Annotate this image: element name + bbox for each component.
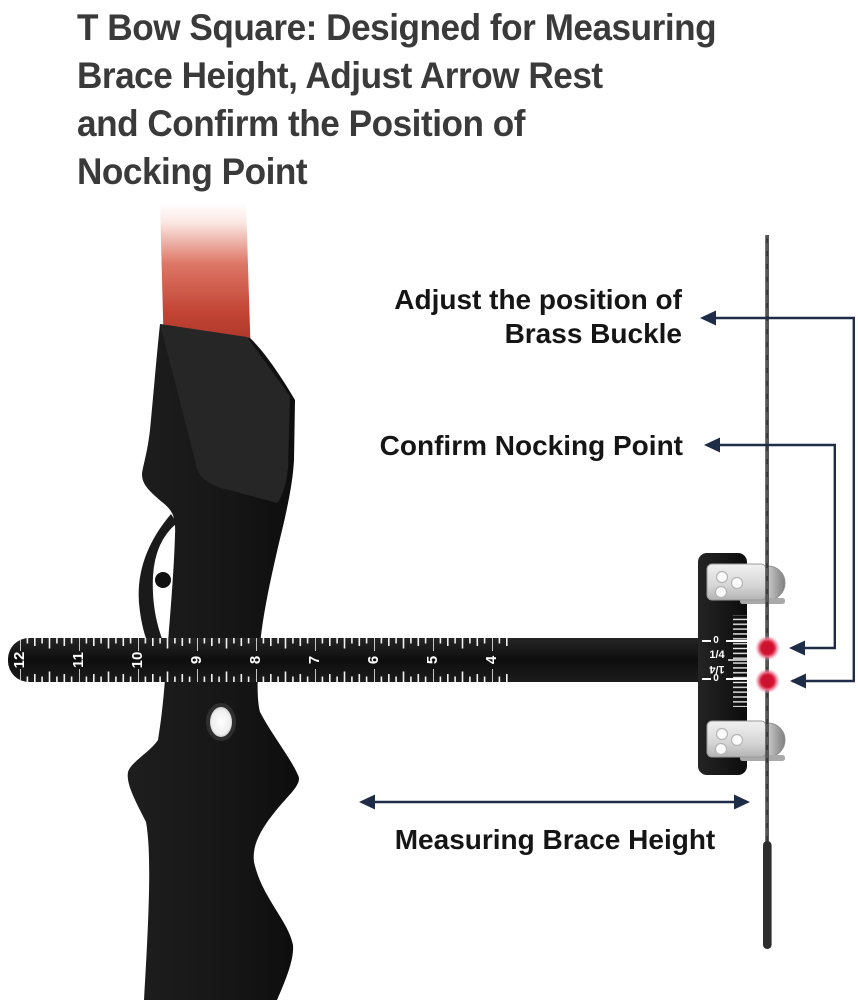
label-brass-buckle: Adjust the position of Brass Buckle <box>394 284 682 349</box>
ruler-number: 10 <box>129 651 146 669</box>
scale-quarter: 1/4 <box>709 649 725 661</box>
plunger-knob <box>155 572 171 588</box>
brass-buckle-bottom <box>707 721 785 761</box>
nocking-dot-upper <box>755 636 780 661</box>
ruler-number: 8 <box>247 655 264 665</box>
arrowhead-nock-label <box>704 438 720 453</box>
brass-buckle-top <box>707 564 785 604</box>
label-confirm-nocking-point: Confirm Nocking Point <box>379 430 683 461</box>
ruler-number: 5 <box>424 655 441 665</box>
string-serving <box>763 841 772 949</box>
ruler-number: 12 <box>11 651 28 669</box>
riser-hole <box>208 705 234 739</box>
title-line: Brace Height, Adjust Arrow Rest <box>77 55 603 96</box>
scale-quarter-flipped: 1/4 <box>709 663 725 675</box>
page-title <box>77 4 716 196</box>
ruler-number: 6 <box>365 655 382 665</box>
ruler-number: 9 <box>188 655 205 665</box>
ruler-number: 7 <box>306 655 323 665</box>
arrowhead-brass-label <box>700 311 716 326</box>
label-measuring-brace-height: Measuring Brace Height <box>394 824 716 855</box>
arrowhead-brace-left <box>359 795 375 810</box>
title-line: and Confirm the Position of <box>77 103 526 144</box>
title-line: Nocking Point <box>77 151 308 192</box>
arrowhead-dot-lower <box>790 674 806 689</box>
scale-zero-bottom: 0 <box>713 673 719 684</box>
arrowhead-dot-upper <box>789 641 805 656</box>
ruler-number: 4 <box>483 655 500 665</box>
scale-zero-top: 0 <box>713 635 719 646</box>
nocking-dot-lower <box>755 669 780 694</box>
title-line: T Bow Square: Designed for Measuring <box>77 7 717 48</box>
ruler-number: 11 <box>70 652 87 668</box>
arrowhead-brace-right <box>734 795 750 810</box>
